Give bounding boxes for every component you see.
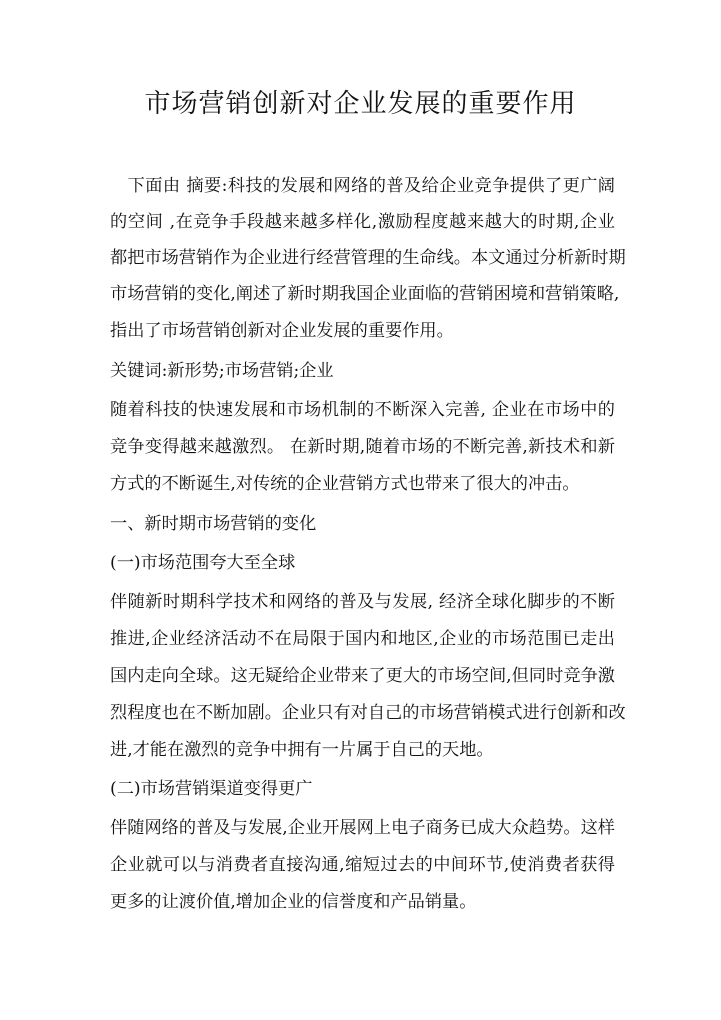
- text-line: 都把市场营销作为企业进行经营管理的生命线。本文通过分析新时期: [110, 248, 626, 268]
- text-line: 伴随新时期科学技术和网络的普及与发展, 经济全球化脚步的不断: [110, 592, 615, 612]
- text-line: (二)市场营销渠道变得更广: [110, 779, 313, 799]
- text-line: 关键词:新形势;市场营销;企业: [110, 361, 334, 381]
- text-line: 随着科技的快速发展和市场机制的不断深入完善, 企业在市场中的: [110, 400, 615, 420]
- text-line: 竞争变得越来越激烈。 在新时期,随着市场的不断完善,新技术和新: [110, 437, 615, 457]
- text-line: 市场营销的变化,阐述了新时期我国企业面临的营销困境和营销策略,: [110, 284, 620, 304]
- text-line: 指出了市场营销创新对企业发展的重要作用。: [110, 321, 454, 341]
- text-line: 推进,企业经济活动不在局限于国内和地区,企业的市场范围已走出: [110, 629, 615, 649]
- text-line: 方式的不断诞生,对传统的企业营销方式也带来了很大的冲击。: [110, 474, 580, 494]
- text-line: 一、新时期市场营销的变化: [110, 514, 317, 534]
- text-line: (一)市场范围夸大至全球: [110, 553, 296, 573]
- text-line: 进,才能在激烈的竞争中拥有一片属于自己的天地。: [110, 740, 494, 760]
- text-line: 国内走向全球。这无疑给企业带来了更大的市场空间,但同时竞争激: [110, 666, 615, 686]
- document-title: 市场营销创新对企业发展的重要作用: [144, 89, 577, 119]
- text-line: 伴随网络的普及与发展,企业开展网上电子商务已成大众趋势。这样: [110, 818, 615, 838]
- text-line: 烈程度也在不断加剧。企业只有对自己的市场营销模式进行创新和改: [110, 703, 626, 723]
- text-line: 企业就可以与消费者直接沟通,缩短过去的中间环节,使消费者获得: [110, 855, 615, 875]
- text-line: 的空间 ,在竞争手段越来越多样化,激励程度越来越大的时期,企业: [110, 212, 615, 232]
- text-line: 下面由 摘要:科技的发展和网络的普及给企业竞争提供了更广阔: [110, 176, 615, 196]
- text-line: 更多的让渡价值,增加企业的信誉度和产品销量。: [110, 892, 477, 912]
